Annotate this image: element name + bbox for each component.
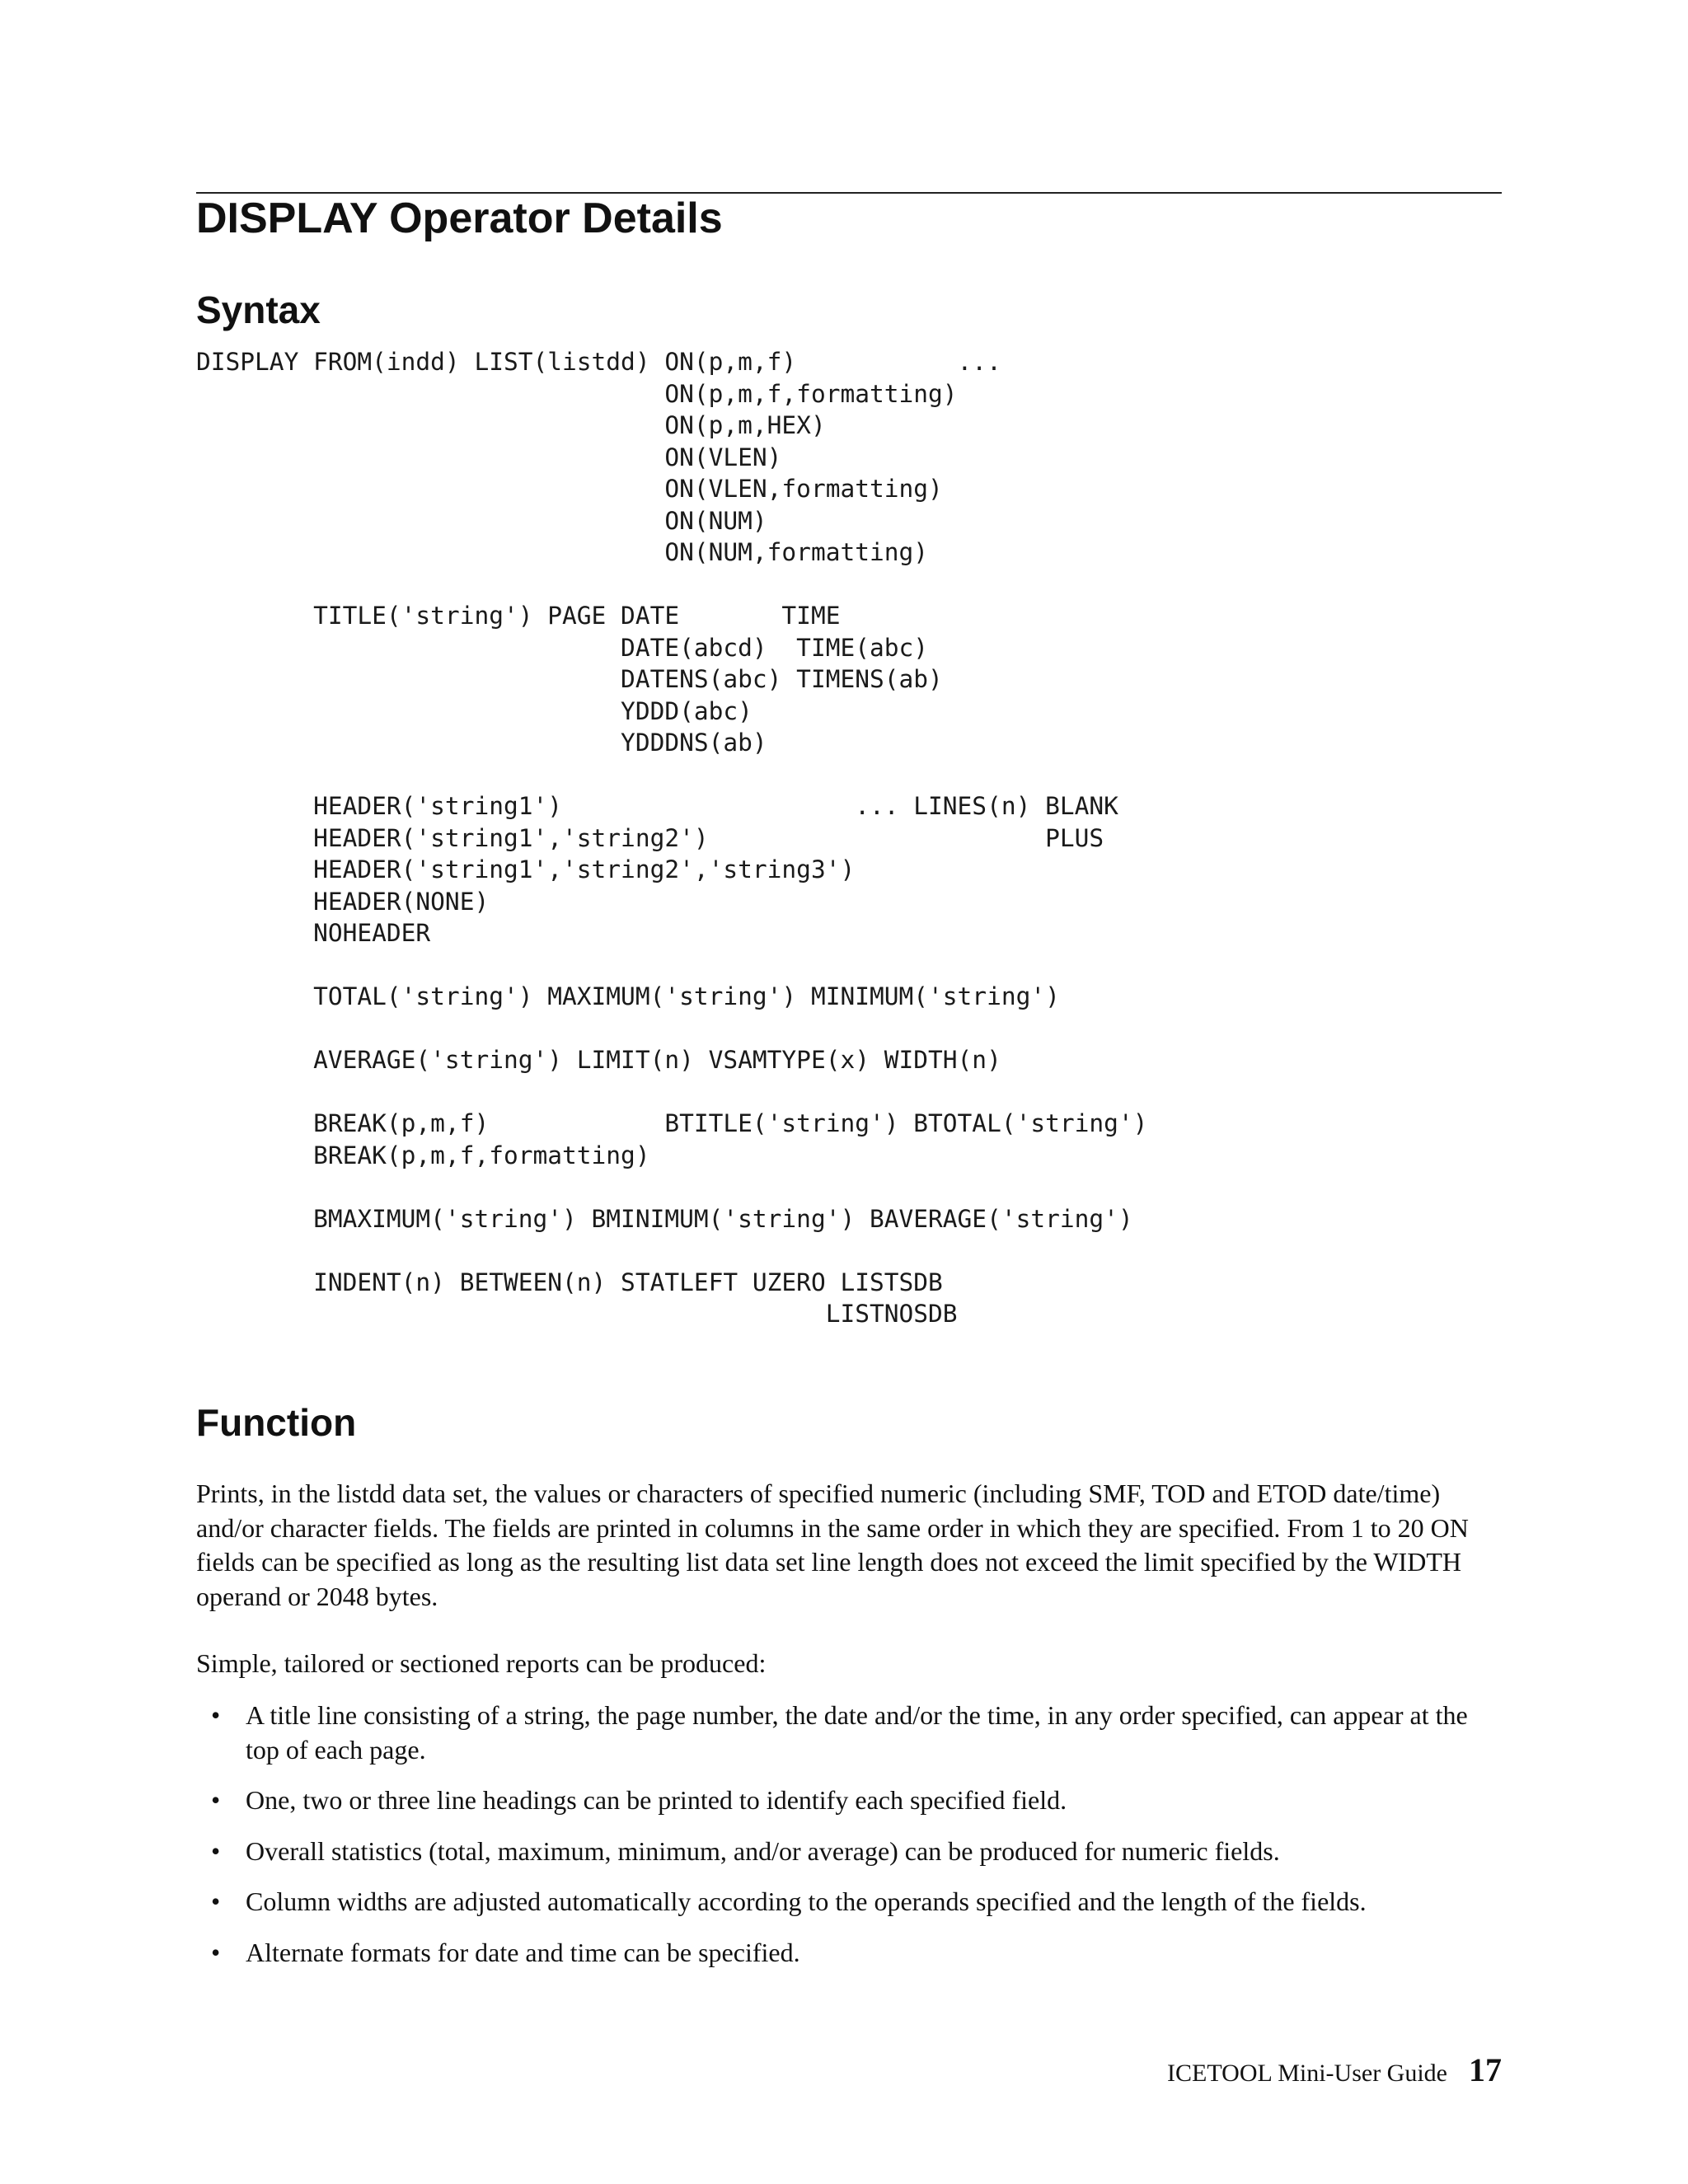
syntax-line: BREAK(p,m,f) BTITLE('string') BTOTAL('string') — [196, 1109, 1148, 1137]
syntax-code-block — [196, 346, 1147, 1330]
list-item-text: Alternate formats for date and time can be specified. — [246, 1937, 800, 1967]
syntax-line: DISPLAY FROM(indd) LIST(listdd) ON(p,m,f) ... — [196, 348, 1001, 376]
function-description: Prints, in the listdd data set, the values or characters of specified numeric (including SMF, TOD and ETOD date/time) and/or character fields. The fields are printed in columns in the same order in which they are specified. From 1 to 20 ON fields can be specified as long as the resulting list data set line length does not exceed the limit specified by the WIDTH operand or 2048 bytes. — [196, 1479, 1469, 1611]
syntax-line — [196, 759, 1147, 791]
syntax-line — [196, 1235, 1147, 1267]
list-item — [196, 1835, 1502, 1869]
feature-list — [196, 1699, 1502, 1986]
syntax-line — [196, 569, 1147, 601]
syntax-line: AVERAGE('string') LIMIT(n) VSAMTYPE(x) WIDTH(n) — [196, 1046, 1001, 1074]
page-footer — [1167, 2052, 1502, 2092]
bullet-icon: • — [211, 1700, 221, 1730]
syntax-line: BREAK(p,m,f,formatting) — [196, 1141, 650, 1169]
list-item-text: Column widths are adjusted automatically according to the operands specified and the length of the fields. — [246, 1886, 1367, 1916]
syntax-line: BMAXIMUM('string') BMINIMUM('string') BAVERAGE('string') — [196, 1204, 1133, 1233]
list-item-text: One, two or three line headings can be printed to identify each specified field. — [246, 1785, 1067, 1815]
bullet-icon: • — [211, 1886, 221, 1916]
function-heading: Function — [196, 1401, 357, 1444]
syntax-heading: Syntax — [196, 288, 321, 331]
bullet-icon: • — [211, 1937, 221, 1967]
page-number: 17 — [1469, 2051, 1502, 2088]
list-item — [196, 1885, 1502, 1919]
syntax-line: HEADER(NONE) — [196, 887, 490, 916]
list-item — [196, 1783, 1502, 1818]
footer-guide-title: ICETOOL Mini-User Guide — [1167, 2060, 1447, 2087]
page-title: DISPLAY Operator Details — [196, 194, 723, 242]
syntax-line: TOTAL('string') MAXIMUM('string') MINIMUM('string') — [196, 982, 1060, 1010]
syntax-line: YDDDNS(ab) — [196, 729, 767, 757]
syntax-line: ON(VLEN,formatting) — [196, 475, 943, 503]
syntax-line: NOHEADER — [196, 919, 431, 947]
list-item — [196, 1699, 1502, 1767]
syntax-line — [196, 1171, 1147, 1203]
list-item-text: A title line consisting of a string, the page number, the date and/or the time, in any order specified, can appear at the top of each page. — [246, 1700, 1468, 1765]
syntax-line: ON(p,m,f,formatting) — [196, 379, 958, 408]
reports-intro: Simple, tailored or sectioned reports can be produced: — [196, 1648, 767, 1678]
syntax-line: ON(VLEN) — [196, 443, 782, 471]
syntax-line: INDENT(n) BETWEEN(n) STATLEFT UZERO LISTSDB — [196, 1268, 943, 1296]
list-item-text: Overall statistics (total, maximum, minimum, and/or average) can be produced for numeric fields. — [246, 1835, 1280, 1866]
syntax-line: DATENS(abc) TIMENS(ab) — [196, 665, 943, 693]
syntax-line — [196, 1013, 1147, 1045]
syntax-line: ON(NUM,formatting) — [196, 538, 929, 566]
syntax-line: HEADER('string1','string2') PLUS — [196, 823, 1104, 852]
list-item — [196, 1936, 1502, 1971]
syntax-line: HEADER('string1') ... LINES(n) BLANK — [196, 792, 1118, 820]
syntax-line — [196, 949, 1147, 982]
syntax-line: YDDD(abc) — [196, 696, 753, 725]
syntax-line: DATE(abcd) TIME(abc) — [196, 633, 929, 662]
syntax-line: LISTNOSDB — [196, 1300, 958, 1328]
syntax-line — [196, 1076, 1147, 1108]
bullet-icon: • — [211, 1785, 221, 1815]
syntax-line: ON(NUM) — [196, 506, 767, 535]
syntax-line: TITLE('string') PAGE DATE TIME — [196, 602, 841, 630]
syntax-line: HEADER('string1','string2','string3') — [196, 855, 856, 883]
bullet-icon: • — [211, 1835, 221, 1866]
syntax-line: ON(p,m,HEX) — [196, 411, 826, 439]
